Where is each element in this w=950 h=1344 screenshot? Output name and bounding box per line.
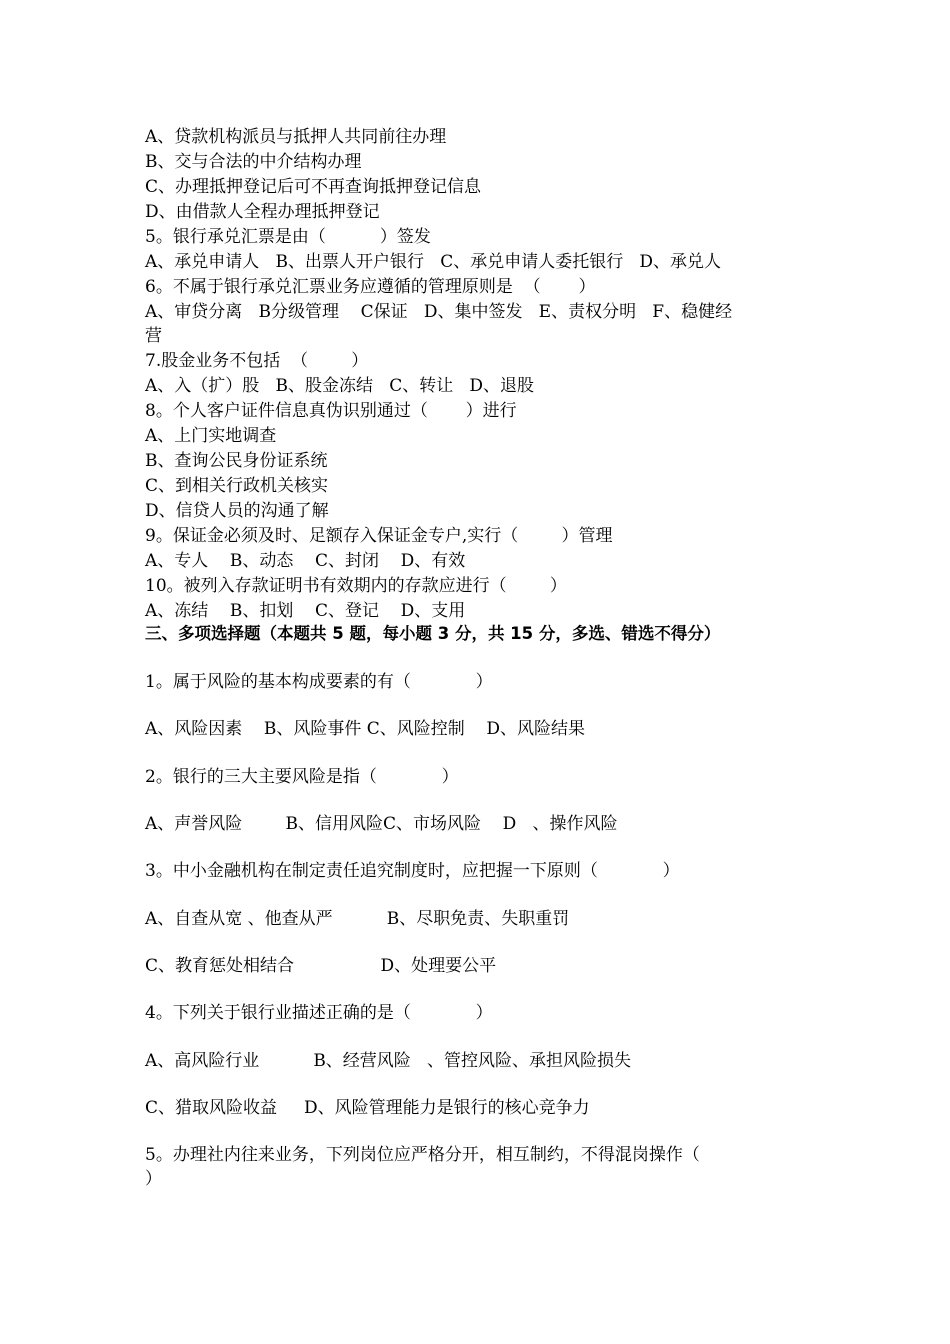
section-heading: 三、多项选择题（本题共 5 题，每小题 3 分，共 15 分，多选、错选不得分） <box>145 624 721 643</box>
option-line: A、入（扩）股 B、股金冻结 C、转让 D、退股 <box>145 376 535 396</box>
option-line: 营 <box>145 326 162 346</box>
question-text: 1。属于风险的基本构成要素的有（ ） <box>145 672 493 692</box>
question-text: 8。个人客户证件信息真伪识别通过（ ）进行 <box>145 401 517 421</box>
option-line: D、由借款人全程办理抵押登记 <box>145 202 380 222</box>
option-line: A、上门实地调查 <box>145 426 277 446</box>
option-line: C、猎取风险收益 D、风险管理能力是银行的核心竞争力 <box>145 1098 590 1118</box>
option-line: D、信贷人员的沟通了解 <box>145 501 329 521</box>
option-line: A、自查从宽 、他查从严 B、尽职免责、失职重罚 <box>145 909 570 929</box>
option-line: C、教育惩处相结合 D、处理要公平 <box>145 956 497 976</box>
option-line: A、承兑申请人 B、出票人开户银行 C、承兑申请人委托银行 D、承兑人 <box>145 252 722 272</box>
option-line: A、审贷分离 B分级管理 C保证 D、集中签发 E、责权分明 F、稳健经 <box>145 302 733 322</box>
option-line: A、冻结 B、扣划 C、登记 D、支用 <box>145 601 466 621</box>
question-text: 2。银行的三大主要风险是指（ ） <box>145 767 459 787</box>
option-line: B、查询公民身份证系统 <box>145 451 328 471</box>
option-line: C、办理抵押登记后可不再查询抵押登记信息 <box>145 177 482 197</box>
option-line: A、贷款机构派员与抵押人共同前往办理 <box>145 127 447 147</box>
question-text: 5。办理社内往来业务，下列岗位应严格分开，相互制约，不得混岗操作（ <box>145 1145 700 1165</box>
option-line: A、高风险行业 B、经营风险 、管控风险、承担风险损失 <box>145 1051 632 1071</box>
option-line: A、风险因素 B、风险事件 C、风险控制 D、风险结果 <box>145 719 586 739</box>
option-line: A、专人 B、动态 C、封闭 D、有效 <box>145 551 466 571</box>
question-text: 7.股金业务不包括 （ ） <box>145 351 369 371</box>
option-line: B、交与合法的中介结构办理 <box>145 152 362 172</box>
question-text: ） <box>145 1169 162 1189</box>
option-line: A、声誉风险 B、信用风险C、市场风险 D 、操作风险 <box>145 814 618 834</box>
question-text: 4。下列关于银行业描述正确的是（ ） <box>145 1003 493 1023</box>
question-text: 6。不属于银行承兑汇票业务应遵循的管理原则是 （ ） <box>145 277 596 297</box>
option-line: C、到相关行政机关核实 <box>145 476 329 496</box>
question-text: 10。被列入存款证明书有效期内的存款应进行（ ） <box>145 576 567 596</box>
question-text: 9。保证金必须及时、足额存入保证金专户,实行（ ）管理 <box>145 526 613 546</box>
question-text: 5。银行承兑汇票是由（ ）签发 <box>145 227 431 247</box>
question-text: 3。中小金融机构在制定责任追究制度时，应把握一下原则（ ） <box>145 861 680 881</box>
